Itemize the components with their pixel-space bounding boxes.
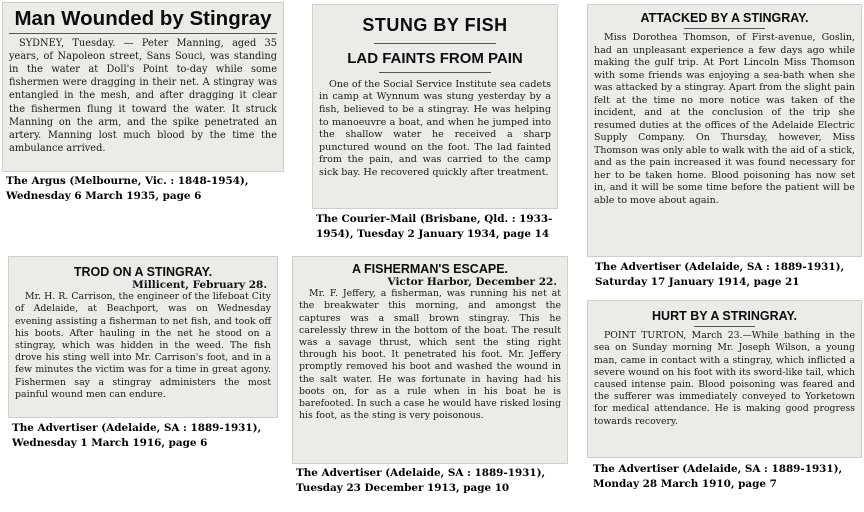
article-body: Miss Dorothea Thomson, of First-avenue, Goslin, had an unpleasant experience a few days ago while making the gulf trip. At Port Lincoln Miss Thomson with some friends was enjoying a sea-bath when she was attacked by a stingray. Apart from the slight pain felt at the time no more notice was taken of the incident, and at the conclusion of the trip she resumed duties at the offices of the Adelaide Electric Supply Company. On Thursday, however, Miss Thomson was only able to walk with the aid of a stick, and as the pain increased it was found necessary for her to be taken home. Blood poisoning has now set in, and it will be some time before the patient will be able to move about again. bbox=[594, 32, 855, 206]
caption-line: The Advertiser (Adelaide, SA : 1889-1931), bbox=[296, 467, 546, 479]
divider bbox=[9, 33, 277, 34]
article-body: POINT TURTON, March 23.—While bathing in the sea on Sunday morning Mr. Joseph Wilson, a young man, came in contact with a stingray, which inflicted a severe wound on his foot with its sword-like tail, which caused intense pain. Blood poisoning was feared and the sufferer was immediately conveyed to Yorketown for medical attendance. He is making good progress towards recovery. bbox=[594, 330, 855, 427]
clipping-man-wounded-by-stingray bbox=[2, 2, 284, 172]
subheadline: LAD FAINTS FROM PAIN bbox=[347, 49, 523, 67]
clipping-attacked-by-a-stingray bbox=[587, 4, 862, 257]
headline: Man Wounded by Stingray bbox=[14, 7, 272, 30]
source-caption bbox=[593, 462, 842, 492]
divider bbox=[374, 43, 496, 44]
caption-line: The Advertiser (Adelaide, SA : 1889-1931), bbox=[593, 463, 843, 475]
headline: STUNG BY FISH bbox=[362, 15, 508, 35]
divider bbox=[684, 28, 765, 29]
caption-line: 1954), Tuesday 2 January 1934, page 14 bbox=[316, 228, 550, 240]
source-caption bbox=[316, 212, 552, 242]
article-body: SYDNEY, Tuesday. — Peter Manning, aged 35 years, of Napoleon street, Sans Souci, was standing in the water at Doll's Point to-day while some fishermen were dragging in their net. A stingray was entangled in the mesh, and after dragging it clear the fishermen flung it toward the water. It struck Manning on the arm, and the spike penetrated an artery. Manning lost much blood by the time the ambulance arrived. bbox=[9, 37, 277, 155]
caption-line: Saturday 17 January 1914, page 21 bbox=[595, 276, 800, 288]
divider bbox=[694, 326, 755, 327]
caption-line: Monday 28 March 1910, page 7 bbox=[593, 478, 777, 490]
article-body: One of the Social Service Institute sea cadets in camp at Wynnum was stung yesterday by a fish, believed to be a stingray. He was helping to manoeuvre a boat, and when he jumped into the shallow water he received a sharp punctured wound on the foot. The lad fainted from the pain, and was carried to the camp sick bay. He recovered quickly after treatment. bbox=[319, 78, 551, 179]
caption-line: Wednesday 1 March 1916, page 6 bbox=[12, 437, 208, 449]
headline: TROD ON A STINGRAY. bbox=[73, 265, 213, 279]
dateline: Victor Harbor, December 22. bbox=[387, 276, 557, 289]
source-caption bbox=[296, 466, 545, 496]
article-body: Mr. F. Jeffery, a fisherman, was running his net at the breakwater this morning, and amongst the captures was a small brown stingray. This he carelessly threw in the bottom of the boat. The result was a savage thrust, which sent the sting right through his boot. It penetrated his foot. Mr. Jeffery promptly removed his boot and washed the wound in the salt water. He was fortunate in having had his boots on, for as a rule when in his boat he is barefooted. In such a case he would have risked losing his foot, as the sting is very poisonous. bbox=[299, 288, 561, 422]
divider bbox=[379, 72, 491, 73]
article-body: Mr. H. R. Carrison, the engineer of the lifeboat City of Adelaide, at Beachport, was on Wednesday evening assisting a fisherman to net fish, and took off his boots. After hauling in the net he stood on a stingray, which was hidden in the weed. The fish drove his sting well into Mr. Carrison's foot, and in a few minutes the victim was for a time in great agony. Fishermen say a stingray administers the most painful wound men can endure. bbox=[15, 291, 271, 400]
caption-line: The Courier-Mail (Brisbane, Qld. : 1933- bbox=[316, 213, 553, 225]
headline: A FISHERMAN'S ESCAPE. bbox=[352, 262, 508, 276]
headline: HURT BY A STRINGRAY. bbox=[652, 309, 797, 323]
source-caption bbox=[12, 421, 261, 451]
source-caption bbox=[6, 174, 248, 204]
clipping-trod-on-a-stingray bbox=[8, 256, 278, 418]
caption-line: The Advertiser (Adelaide, SA : 1889-1931), bbox=[12, 422, 262, 434]
clipping-hurt-by-a-stringray bbox=[587, 300, 862, 458]
caption-line: Wednesday 6 March 1935, page 6 bbox=[6, 190, 202, 202]
source-caption bbox=[595, 260, 844, 290]
caption-line: Tuesday 23 December 1913, page 10 bbox=[296, 482, 510, 494]
caption-line: The Argus (Melbourne, Vic. : 1848-1954), bbox=[6, 175, 249, 187]
dateline: Millicent, February 28. bbox=[132, 279, 267, 292]
clipping-a-fishermans-escape bbox=[292, 256, 568, 464]
clipping-stung-by-fish bbox=[312, 4, 558, 209]
caption-line: The Advertiser (Adelaide, SA : 1889-1931), bbox=[595, 261, 845, 273]
headline: ATTACKED BY A STINGRAY. bbox=[640, 11, 809, 25]
